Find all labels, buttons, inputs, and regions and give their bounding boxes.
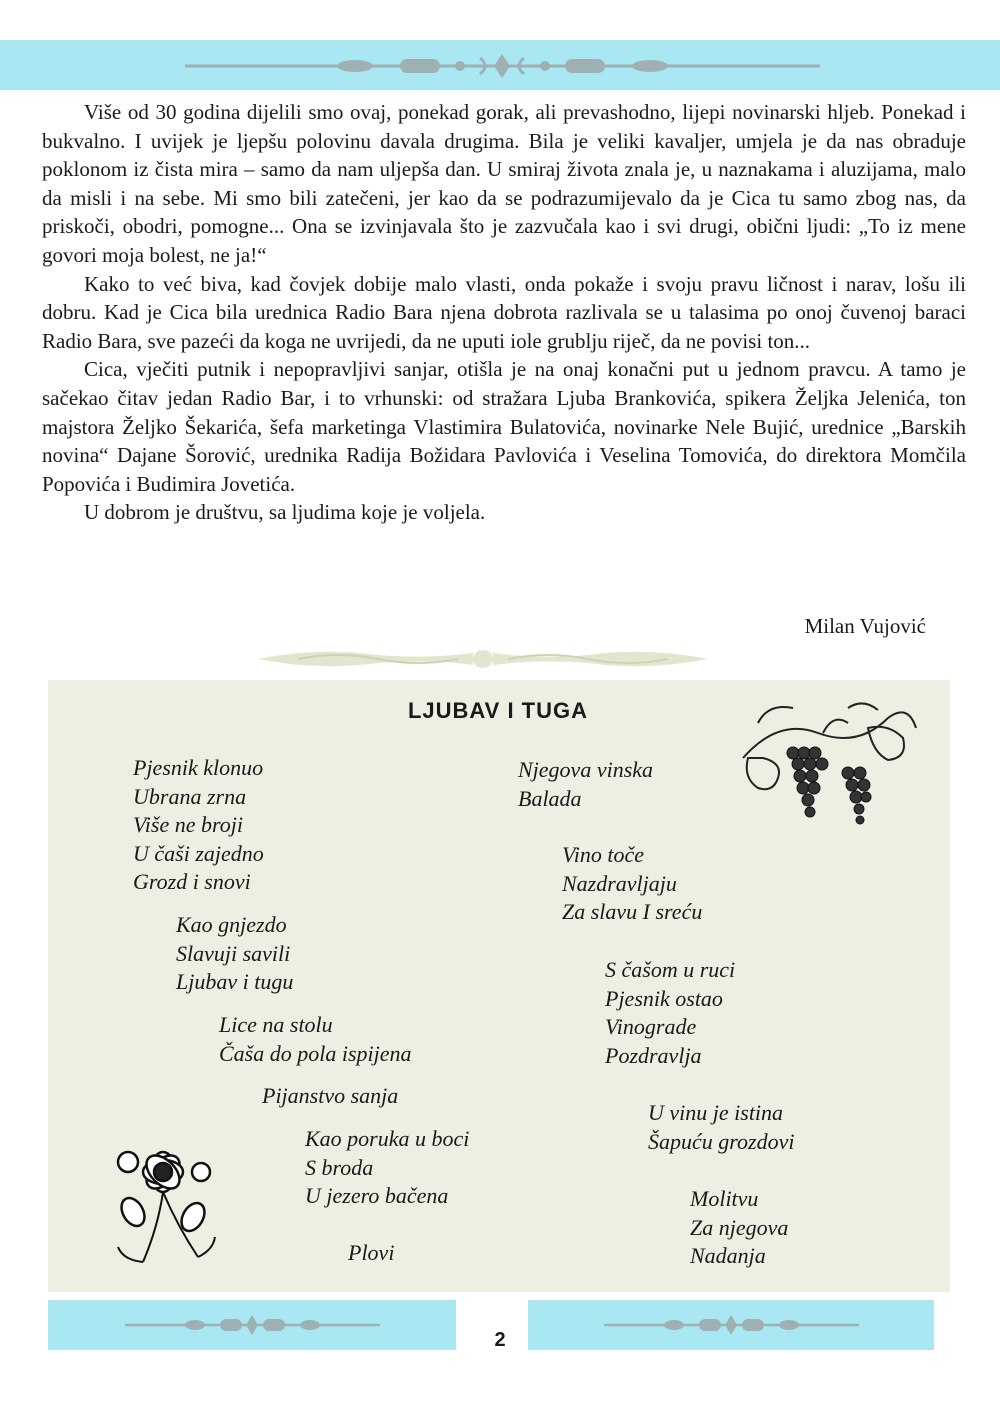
article-paragraph-4: U dobrom je društvu, sa ljudima koje je voljela. bbox=[84, 500, 486, 525]
article-paragraph-3: Cica, vječiti putnik i nepopravljivi sanjar, otišla je na onaj konačni put u jednom pravcu. A tamo je sačekao čitav jedan Radio Bar, i to vrhunski: od stražara Ljuba Brankovića, spikera Željka Jelenića, ton majstora Željko Šekarića, šefa marketinga Vlastimira Bulatovića, novinarke Nele Bujić, urednice „Barskih novina“ Dajane Šorović, urednika Radija Božidara Pavlovića i Veselina Tomovića, do direktora Momčila Popovića i Budimira Jovetića. bbox=[42, 357, 966, 496]
poem-line: Lice na stolu bbox=[219, 1012, 333, 1037]
poem-line: Njegova vinska bbox=[518, 757, 654, 782]
poem-stanza-left-4 bbox=[262, 1082, 398, 1111]
poem-stanza-right-2 bbox=[562, 841, 702, 927]
poem-line: S čašom u ruci bbox=[605, 957, 736, 982]
poem-line: Kao gnjezdo bbox=[176, 912, 287, 937]
poem-line: Šapuću grozdovi bbox=[648, 1128, 795, 1154]
poem-line: Pjesnik ostao bbox=[605, 985, 723, 1011]
page-number: 2 bbox=[494, 1329, 506, 1351]
poem-stanza-left-5 bbox=[305, 1125, 469, 1211]
poem-stanza-left-1 bbox=[133, 754, 264, 897]
poem-line: Plovi bbox=[348, 1240, 395, 1265]
poem-line: Vino toče bbox=[562, 842, 645, 867]
poem-title: LJUBAV I TUGA bbox=[407, 698, 589, 723]
poem-stanza-left-2 bbox=[176, 911, 293, 997]
poem-stanza-right-3 bbox=[605, 956, 735, 1070]
flourish-divider-icon bbox=[185, 52, 820, 80]
article-paragraph-1: Više od 30 godina dijelili smo ovaj, ponekad gorak, ali prevashodno, lijepi novinarski hljeb. Ponekad i bukvalno. I uvijek je ljepšu polovinu davala drugima. Bila je veliki kavaljer, umjela je da nas obraduje poklonom iz čista mira – samo da nam uljepša dan. U smiraj života znala je, u naznakama i aluzijama, malo da misli i na sebe. Mi smo bili zatečeni, jer kao da se podrazumijevalo da je Cica tu samo zbog nas, da priskoči, obodri, pomogne... Ona se izvinjavala što je zazvučala kao i svi drugi, obični ljudi: „To iz mene govori moja bolest, ne ja!“ bbox=[42, 100, 966, 267]
poem-line: S broda bbox=[305, 1154, 374, 1180]
poem-line: Čaša do pola ispijena bbox=[219, 1040, 412, 1066]
poem-line: Ljubav i tugu bbox=[176, 969, 294, 995]
article-body bbox=[42, 98, 966, 527]
poem-stanza-right-1 bbox=[518, 756, 653, 813]
poem-line: Nadanja bbox=[690, 1243, 766, 1269]
poem-stanza-left-6 bbox=[348, 1239, 394, 1268]
poem-line: U čaši zajedno bbox=[133, 840, 264, 866]
poem-line: Pjesnik klonuo bbox=[133, 755, 264, 780]
poem-line: Vinograde bbox=[605, 1014, 697, 1040]
poem-line: Nazdravljaju bbox=[562, 870, 677, 896]
poem-line: Kao poruka u boci bbox=[305, 1126, 470, 1151]
article-paragraph-2: Kako to već biva, kad čovjek dobije malo vlasti, onda pokaže i svoju pravu ličnost i narav, lošu ili dobru. Kad je Cica bila urednica Radio Bara njena dobrota razlivala se u talasima po onoj čuvenoj baraci Radio Bara, sve pazeći da koga ne uvrijedi, da ne uputi iole grublju riječ, da ne povisi ton... bbox=[42, 271, 966, 353]
author-signature: Milan Vujović bbox=[804, 614, 926, 638]
poem-panel bbox=[48, 680, 950, 1292]
poem-line: Grozd i snovi bbox=[133, 869, 251, 895]
poem-stanza-right-5 bbox=[690, 1185, 788, 1271]
poem-line: Slavuji savili bbox=[176, 940, 291, 966]
scroll-divider-icon bbox=[258, 645, 708, 673]
poem-line: Ubrana zrna bbox=[133, 783, 247, 809]
flower-bouquet-icon bbox=[103, 1132, 223, 1272]
poem-line: Pozdravlja bbox=[605, 1042, 702, 1068]
poem-line: U jezero bačena bbox=[305, 1183, 449, 1209]
poem-line: Za njegova bbox=[690, 1214, 789, 1240]
grapevine-icon bbox=[738, 698, 918, 853]
poem-line: U vinu je istina bbox=[648, 1100, 784, 1125]
poem-line: Balada bbox=[518, 785, 582, 811]
poem-line: Za slavu I sreću bbox=[562, 899, 703, 925]
flourish-divider-icon bbox=[604, 1314, 859, 1336]
poem-stanza-right-4 bbox=[648, 1099, 794, 1156]
poem-line: Više ne broji bbox=[133, 812, 243, 838]
poem-line: Molitvu bbox=[690, 1186, 759, 1211]
flourish-divider-icon bbox=[125, 1314, 380, 1336]
poem-stanza-left-3 bbox=[219, 1011, 412, 1068]
poem-line: Pijanstvo sanja bbox=[262, 1083, 399, 1108]
